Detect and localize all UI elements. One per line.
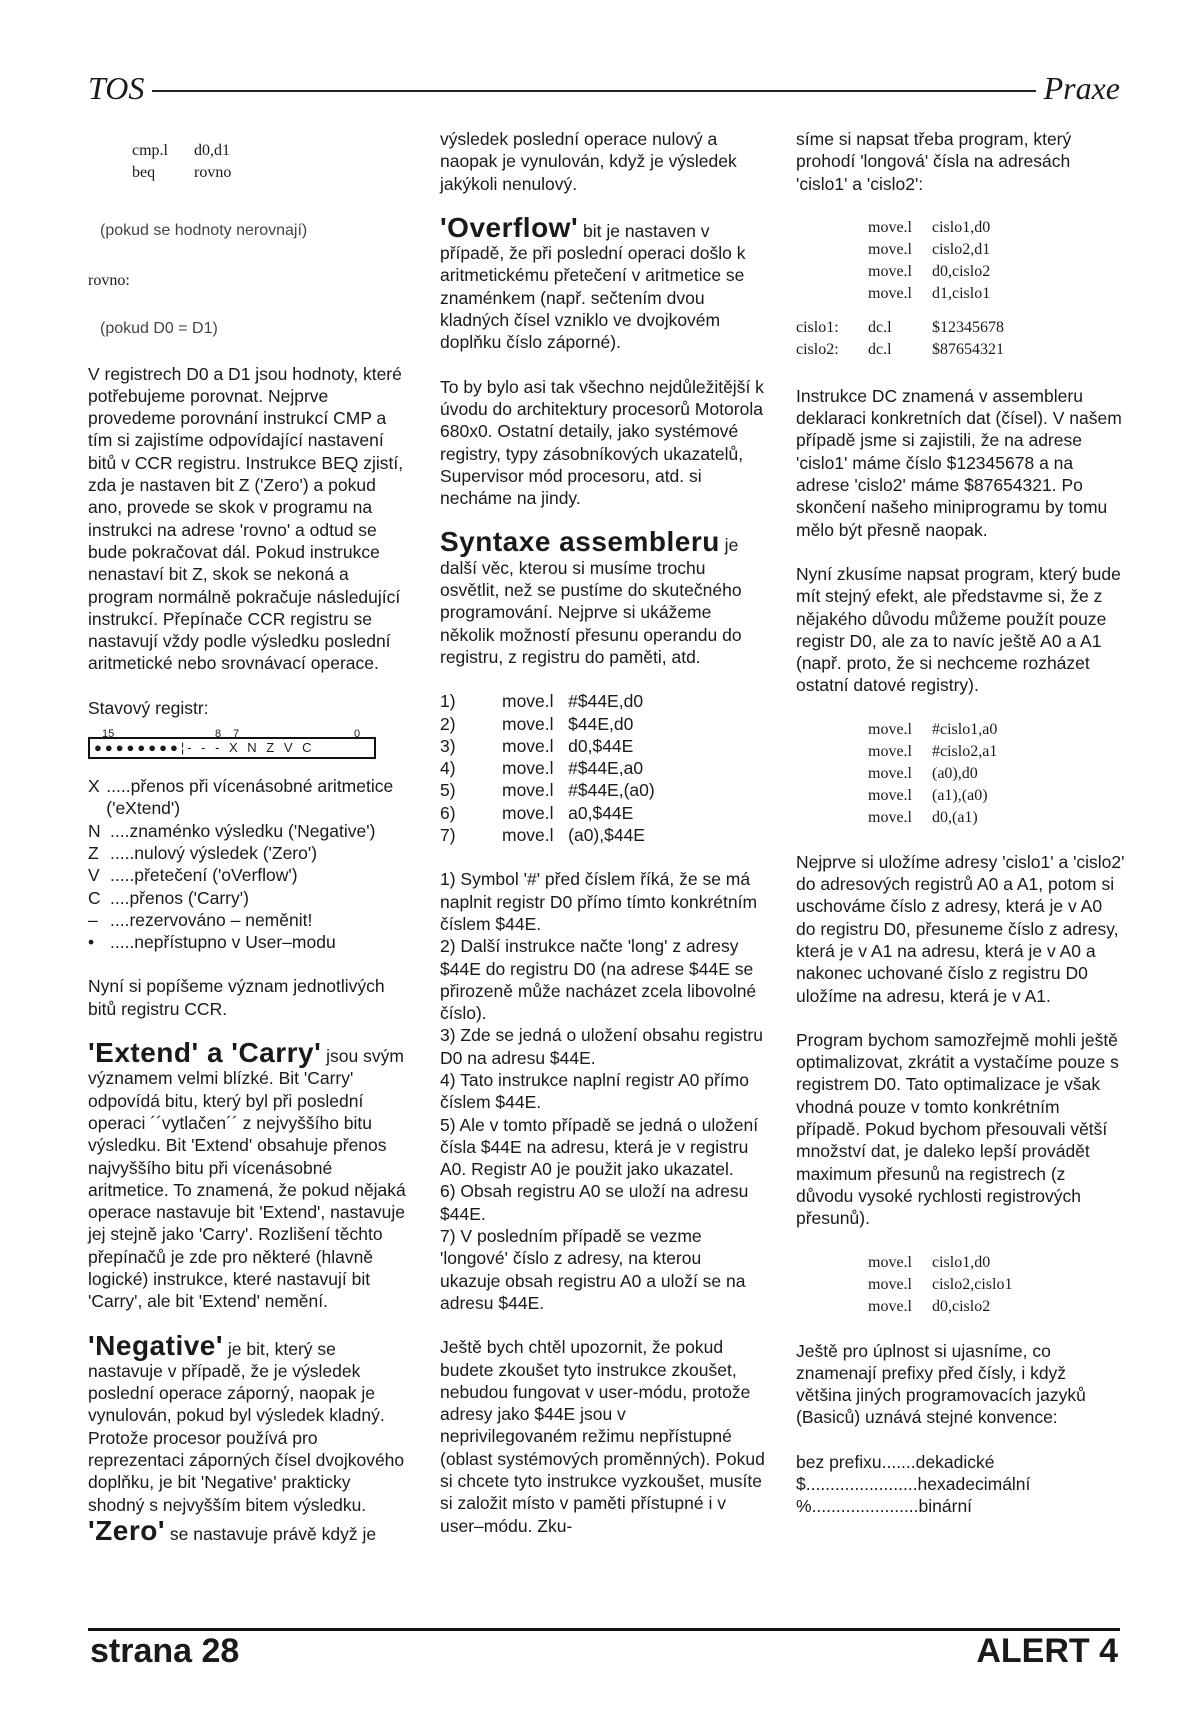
code-line [132,140,410,162]
paragraph: Program bychom samozřejmě mohli ještě optimalizovat, zkrátit a vystačíme pouze s registrem D0. Tato optimalizace je však vhodná pouze v tomto konkrétním případě. Pokud bychom přesouvali větší množství dat, je daleko lepší provádět maximum přesunů na registrech (z důvodu vysoké rychlosti registrových přesunů). [796,1029,1119,1229]
code-line: move.l cislo1,d0 [868,1253,991,1271]
status-register-label: Stavový registr: [88,697,209,718]
footer-rule [88,1628,1120,1631]
code-line: move.l cislo2,cislo1 [868,1275,1013,1293]
legend-row: V .....přetečení ('oVerflow') [88,865,298,886]
header-section-left: TOS [88,68,152,108]
code-block-swap [868,217,1126,305]
code-block-address [868,719,1126,829]
code-block-data [796,317,1126,361]
example-line: 7) move.l (a0),$44E [440,825,645,846]
explanation: 3) Zde se jedná o uložení obsahu registru D0 na adresu $44E. [440,1025,763,1068]
legend-row: • .....nepřístupno v User–modu [88,932,336,953]
ccr-diagram [88,723,376,759]
code-line [132,162,410,184]
code-block-cmp [132,140,410,184]
explanation: 1) Symbol '#' před číslem říká, že se má naplnit registr D0 přímo tímto konkrétním číslem $44E. [440,869,758,934]
paragraph: Nyní zkusíme napsat program, který bude mít stejný efekt, ale představme si, že z nějakého důvodu můžeme použít pouze registr D0, ale za to navíc ještě A0 a A1 (např. proto, že si nechceme rozházet ostatní datové registry). [796,563,1121,696]
code-line: move.l d0,cislo2 [868,1297,991,1315]
code-line: move.l d0,cislo2 [868,262,991,280]
paragraph-extend: 'Extend' a 'Carry' jsou svým významem velmi blízké. Bit 'Carry' odpovídá bitu, který byl při poslední operaci ´´vytlačen´´ z nejvyššího bitu výsledku. Bit 'Extend' obsahuje přenos najvyššího bitu při vícenásobné aritmetice. To znamená, že pokud nějaká operace nastavuje bit 'Extend', nastavuje jej stejně jako 'Carry'. Rozlišení těchto přepínačů je zde pro některé (hlavně logické) instrukce, které nastavují bit 'Carry', ale bit 'Extend' nemění. [88,1037,406,1312]
legend-row: X .....přenos při vícenásobné aritmetice ('eXtend') [88,776,394,819]
prefix-row: $ .......................hexadecimální [796,1473,1031,1494]
code-line: move.l (a1),(a0) [868,786,988,804]
page-header [88,68,1120,108]
paragraph-negative: 'Negative' je bit, který se nastavuje v případě, že je výsledek poslední operace záporný, naopak je vynulován, pokud byl výsledek kladný. Protože procesor používá pro reprezentaci záporných čísel dvojkového doplňku, je bit 'Negative' prakticky shodný s nejvyšším bitem výsledku. [88,1329,405,1515]
ccr-bit-7: 7 [233,728,240,741]
ccr-bits: ●●●●●●●●¦- - - X N Z V C [88,737,376,759]
example-line: 1) move.l #$44E,d0 [440,691,644,712]
legend-row: N ....znaménko výsledku ('Negative') [88,820,376,841]
paragraph-zero: 'Zero' se nastavuje právě když je [88,1514,377,1546]
code-op: cmp.l [132,142,168,159]
ccr-bit-15: 15 [102,728,115,741]
paragraph: výsledek poslední operace nulový a naopak je vynulován, když je výsledek jakýkoli nenulový. [440,129,737,194]
code-block-optimized [868,1252,1126,1318]
prefix-row: % ......................binární [796,1496,973,1517]
legend-row: C ....přenos ('Carry') [88,887,249,908]
move-examples [440,690,765,846]
paragraph: Nyní si popíšeme význam jednotlivých bitů registru CCR. [88,976,385,1019]
example-line: 6) move.l a0,$44E [440,802,634,823]
paragraph-syntax: Syntaxe assembleru je další věc, kterou si musíme trochu osvětlit, než se pustíme do skutečného programování. Nejprve si ukážeme několik možností přesunu operandu do registru, z registru do paměti, atd. [440,526,742,667]
label-rovno: rovno: [88,272,130,290]
explanation: 4) Tato instrukce naplní registr A0 přímo číslem $44E. [440,1069,749,1113]
explanation: 6) Obsah registru A0 se uloží na adresu $44E. [440,1181,749,1224]
paragraph: Ještě bych chtěl upozornit, že pokud budete zkoušet tyto instrukce zkoušet, nebudou fungovat v user-módu, protože adresy jako $44E jsou v neprivilegovaném režimu nepřístupné (oblast systémových proměnných). Pokud si chcete tyto instrukce vyzkoušet, musíte si založit místo v paměti přístupné i v user–módu. Zku- [440,1337,765,1536]
ccr-bit-numbers [88,723,376,741]
example-line: 4) move.l #$44E,a0 [440,758,644,779]
column-2 [440,128,765,1559]
magazine-title: ALERT 4 [976,1632,1118,1670]
example-line: 2) move.l $44E,d0 [440,713,634,734]
ccr-bit-8: 8 [215,728,222,741]
paragraph: Instrukce DC znamená v assembleru deklaraci konkretních dat (čísel). V našem případě jsme si zajistili, že na adrese 'cislo1' máme číslo $12345678 a na adrese 'cislo2' máme $87654321. Po skončení našeho miniprogramu by tomu mělo být přesně naopak. [796,385,1122,540]
column-1 [88,128,410,1567]
code-line: move.l cislo1,d0 [868,218,991,236]
paragraph: V registrech D0 a D1 jsou hodnoty, které potřebujeme porovnat. Nejprve provedeme porovnání instrukcí CMP a tím si zajistíme odpovídající nastavení bitů v CCR registru. Instrukce BEQ zjistí, zda je nastaven bit Z ('Zero') a pokud ano, provede se skok v programu na instrukci na adrese 'rovno' a odtud se bude pokračovat dál. Pokud instrukce nenastaví bit Z, skok se nekoná a program normálně pokračuje následující instrukcí. Přepínače CCR registru se nastavují vždy podle výsledku poslední aritmetické nebo srovnávací operace. [88,363,404,674]
paragraph: To by bylo asi tak všechno nejdůležitější k úvodu do architektury procesorů Motorola 680x0. Ostatní detaily, jako systémové registry, typy zásobníkových ukazatelů, Supervisor mód procesoru, atd. si necháme na jindy. [440,376,764,509]
explanation: 2) Další instrukce načte 'long' z adresy $44E do registru D0 (na adrese $44E se přirozeně může nacházet zcela libovolné číslo). [440,936,757,1024]
prefix-table [796,1451,1126,1518]
page-number: strana 28 [90,1632,240,1670]
paragraph-overflow: 'Overflow' bit je nastaven v případě, že při poslední operaci došlo k aritmetickému přetečení v aritmetice se znaménkem (např. sečtením dvou kladných čísel vzniklo ve dvojkovém doplňku číslo záporné). [440,211,746,353]
code-line: cislo2: dc.l $87654321 [796,340,1004,358]
note-equal: (pokud D0 = D1) [100,320,218,338]
legend-row: Z .....nulový výsledek ('Zero') [88,842,318,863]
example-line: 5) move.l #$44E,(a0) [440,780,655,801]
heading-syntax: Syntaxe assembleru [440,526,720,558]
code-op: beq [132,164,156,181]
heading-negative: 'Negative' [88,1329,224,1361]
ccr-bit-0: 0 [354,728,361,741]
code-line: move.l d1,cislo1 [868,284,991,302]
example-line: 3) move.l d0,$44E [440,735,634,756]
explanation: 5) Ale v tomto případě se jedná o uložení čísla $44E na adresu, která je v registru A0. Registr A0 je použit jako ukazatel. [440,1114,759,1180]
code-line: move.l d0,(a1) [868,808,978,826]
code-line: move.l #cislo2,a1 [868,742,998,760]
column-3 [796,128,1126,1518]
prefix-row: bez prefixu .......dekadické [796,1451,995,1472]
heading-zero: 'Zero' [88,1514,165,1546]
note-not-equal: (pokud se hodnoty nerovnají) [100,222,308,239]
code-line: move.l cislo2,d1 [868,240,991,258]
header-rule [148,90,1040,92]
paragraph: Nejprve si uložíme adresy 'cislo1' a 'cislo2' do adresových registrů A0 a A1, potom si uschováme číslo z adresy, která je v A0 do registru D0, přesuneme číslo z adresy, která je v A1 na adresu, která je v A0 a nakonec uchované číslo z registru D0 uložíme na adresu, která je v A1. [796,851,1125,1006]
paragraph: síme si napsat třeba program, který prohodí 'longová' čísla na adresách 'cislo1' a 'cislo2': [796,129,1072,194]
code-arg: d0,d1 [194,142,230,159]
code-line: move.l (a0),d0 [868,764,978,782]
heading-overflow: 'Overflow' [440,211,579,243]
legend-row: – ....rezervováno – neměnit! [88,909,313,930]
explanations [440,868,765,1314]
code-arg: rovno [194,164,232,181]
paragraph: Ještě pro úplnost si ujasníme, co znamenají prefixy před čísly, i když většina jiných programovacích jazyků (Basiců) uznává stejné konvence: [796,1340,1086,1428]
header-section-right: Praxe [1036,68,1120,108]
code-line: move.l #cislo1,a0 [868,720,998,738]
explanation: 7) V posledním případě se vezme 'longové' číslo z adresy, na kterou ukazuje obsah registru A0 a uloží se na adresu $44E. [440,1226,746,1313]
ccr-legend [88,775,410,953]
code-line: cislo1: dc.l $12345678 [796,318,1004,336]
heading-extend-carry: 'Extend' a 'Carry' [88,1037,322,1069]
